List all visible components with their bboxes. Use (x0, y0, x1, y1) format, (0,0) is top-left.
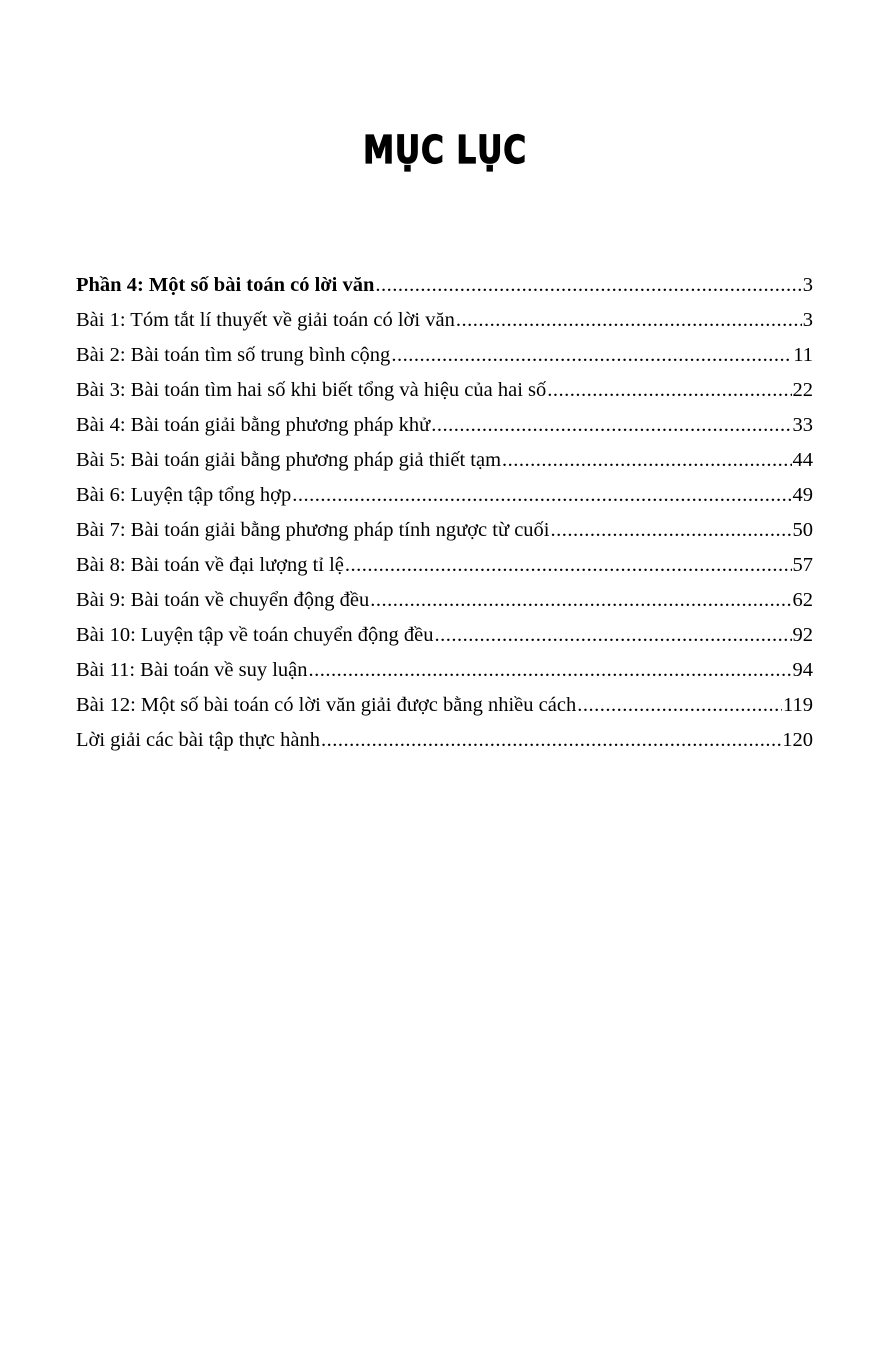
toc-entry-page: 94 (792, 659, 813, 681)
toc-entry-bai-8[interactable] (76, 548, 813, 583)
dot-leader (456, 303, 802, 338)
dot-leader (292, 478, 791, 513)
dot-leader (309, 653, 792, 688)
toc-entry-part-4[interactable] (76, 268, 813, 303)
toc-entry-page: 3 (802, 309, 813, 331)
toc-entry-page: 50 (792, 519, 813, 541)
toc-entry-label: Bài 11: Bài toán về suy luận (76, 659, 308, 681)
toc-entry-label: Bài 4: Bài toán giải bằng phương pháp khử (76, 414, 431, 436)
dot-leader (577, 688, 782, 723)
dot-leader (431, 408, 791, 443)
dot-leader (375, 268, 801, 303)
toc-entry-bai-6[interactable] (76, 478, 813, 513)
page-title: MỤC LỤC (363, 128, 527, 173)
toc-entry-bai-12[interactable] (76, 688, 813, 723)
toc-entry-label: Bài 8: Bài toán về đại lượng tỉ lệ (76, 554, 344, 576)
dot-leader (321, 723, 781, 758)
dot-leader (435, 618, 792, 653)
toc-entry-label: Phần 4: Một số bài toán có lời văn (76, 274, 375, 296)
toc-entry-page: 22 (792, 379, 813, 401)
dot-leader (345, 548, 792, 583)
toc-entry-bai-11[interactable] (76, 653, 813, 688)
toc-entry-page: 120 (782, 729, 813, 751)
toc-entry-page: 62 (792, 589, 813, 611)
toc-entry-page: 119 (783, 694, 813, 716)
toc-entry-label: Lời giải các bài tập thực hành (76, 729, 320, 751)
toc-entry-page: 92 (792, 624, 813, 646)
toc-entry-solutions[interactable] (76, 723, 813, 758)
toc-entry-page: 3 (802, 274, 813, 296)
dot-leader (370, 583, 791, 618)
toc-entry-label: Bài 6: Luyện tập tổng hợp (76, 484, 292, 506)
toc-entry-bai-1[interactable] (76, 303, 813, 338)
toc-entry-label: Bài 10: Luyện tập về toán chuyển động đều (76, 624, 434, 646)
toc-entry-bai-9[interactable] (76, 583, 813, 618)
toc-entry-bai-5[interactable] (76, 443, 813, 478)
dot-leader (391, 338, 792, 373)
toc-entry-label: Bài 7: Bài toán giải bằng phương pháp tính ngược từ cuối (76, 519, 550, 541)
toc-entry-label: Bài 9: Bài toán về chuyển động đều (76, 589, 370, 611)
toc-entry-bai-7[interactable] (76, 513, 813, 548)
toc-entry-bai-10[interactable] (76, 618, 813, 653)
toc-entry-page: 33 (792, 414, 813, 436)
toc-entry-page: 44 (792, 449, 813, 471)
toc-entry-label: Bài 1: Tóm tắt lí thuyết về giải toán có lời văn (76, 309, 455, 331)
dot-leader (550, 513, 791, 548)
toc-entry-page: 57 (792, 554, 813, 576)
toc-entry-label: Bài 2: Bài toán tìm số trung bình cộng (76, 344, 391, 366)
toc-entry-label: Bài 3: Bài toán tìm hai số khi biết tổng và hiệu của hai số (76, 379, 547, 401)
dot-leader (502, 443, 791, 478)
toc-entry-page: 49 (792, 484, 813, 506)
toc-entry-bai-2[interactable] (76, 338, 813, 373)
toc-entry-label: Bài 12: Một số bài toán có lời văn giải được bằng nhiều cách (76, 694, 577, 716)
toc-entry-page: 11 (793, 344, 813, 366)
toc-entry-label: Bài 5: Bài toán giải bằng phương pháp giả thiết tạm (76, 449, 502, 471)
toc-entry-bai-4[interactable] (76, 408, 813, 443)
dot-leader (547, 373, 791, 408)
table-of-contents (76, 268, 813, 758)
toc-entry-bai-3[interactable] (76, 373, 813, 408)
